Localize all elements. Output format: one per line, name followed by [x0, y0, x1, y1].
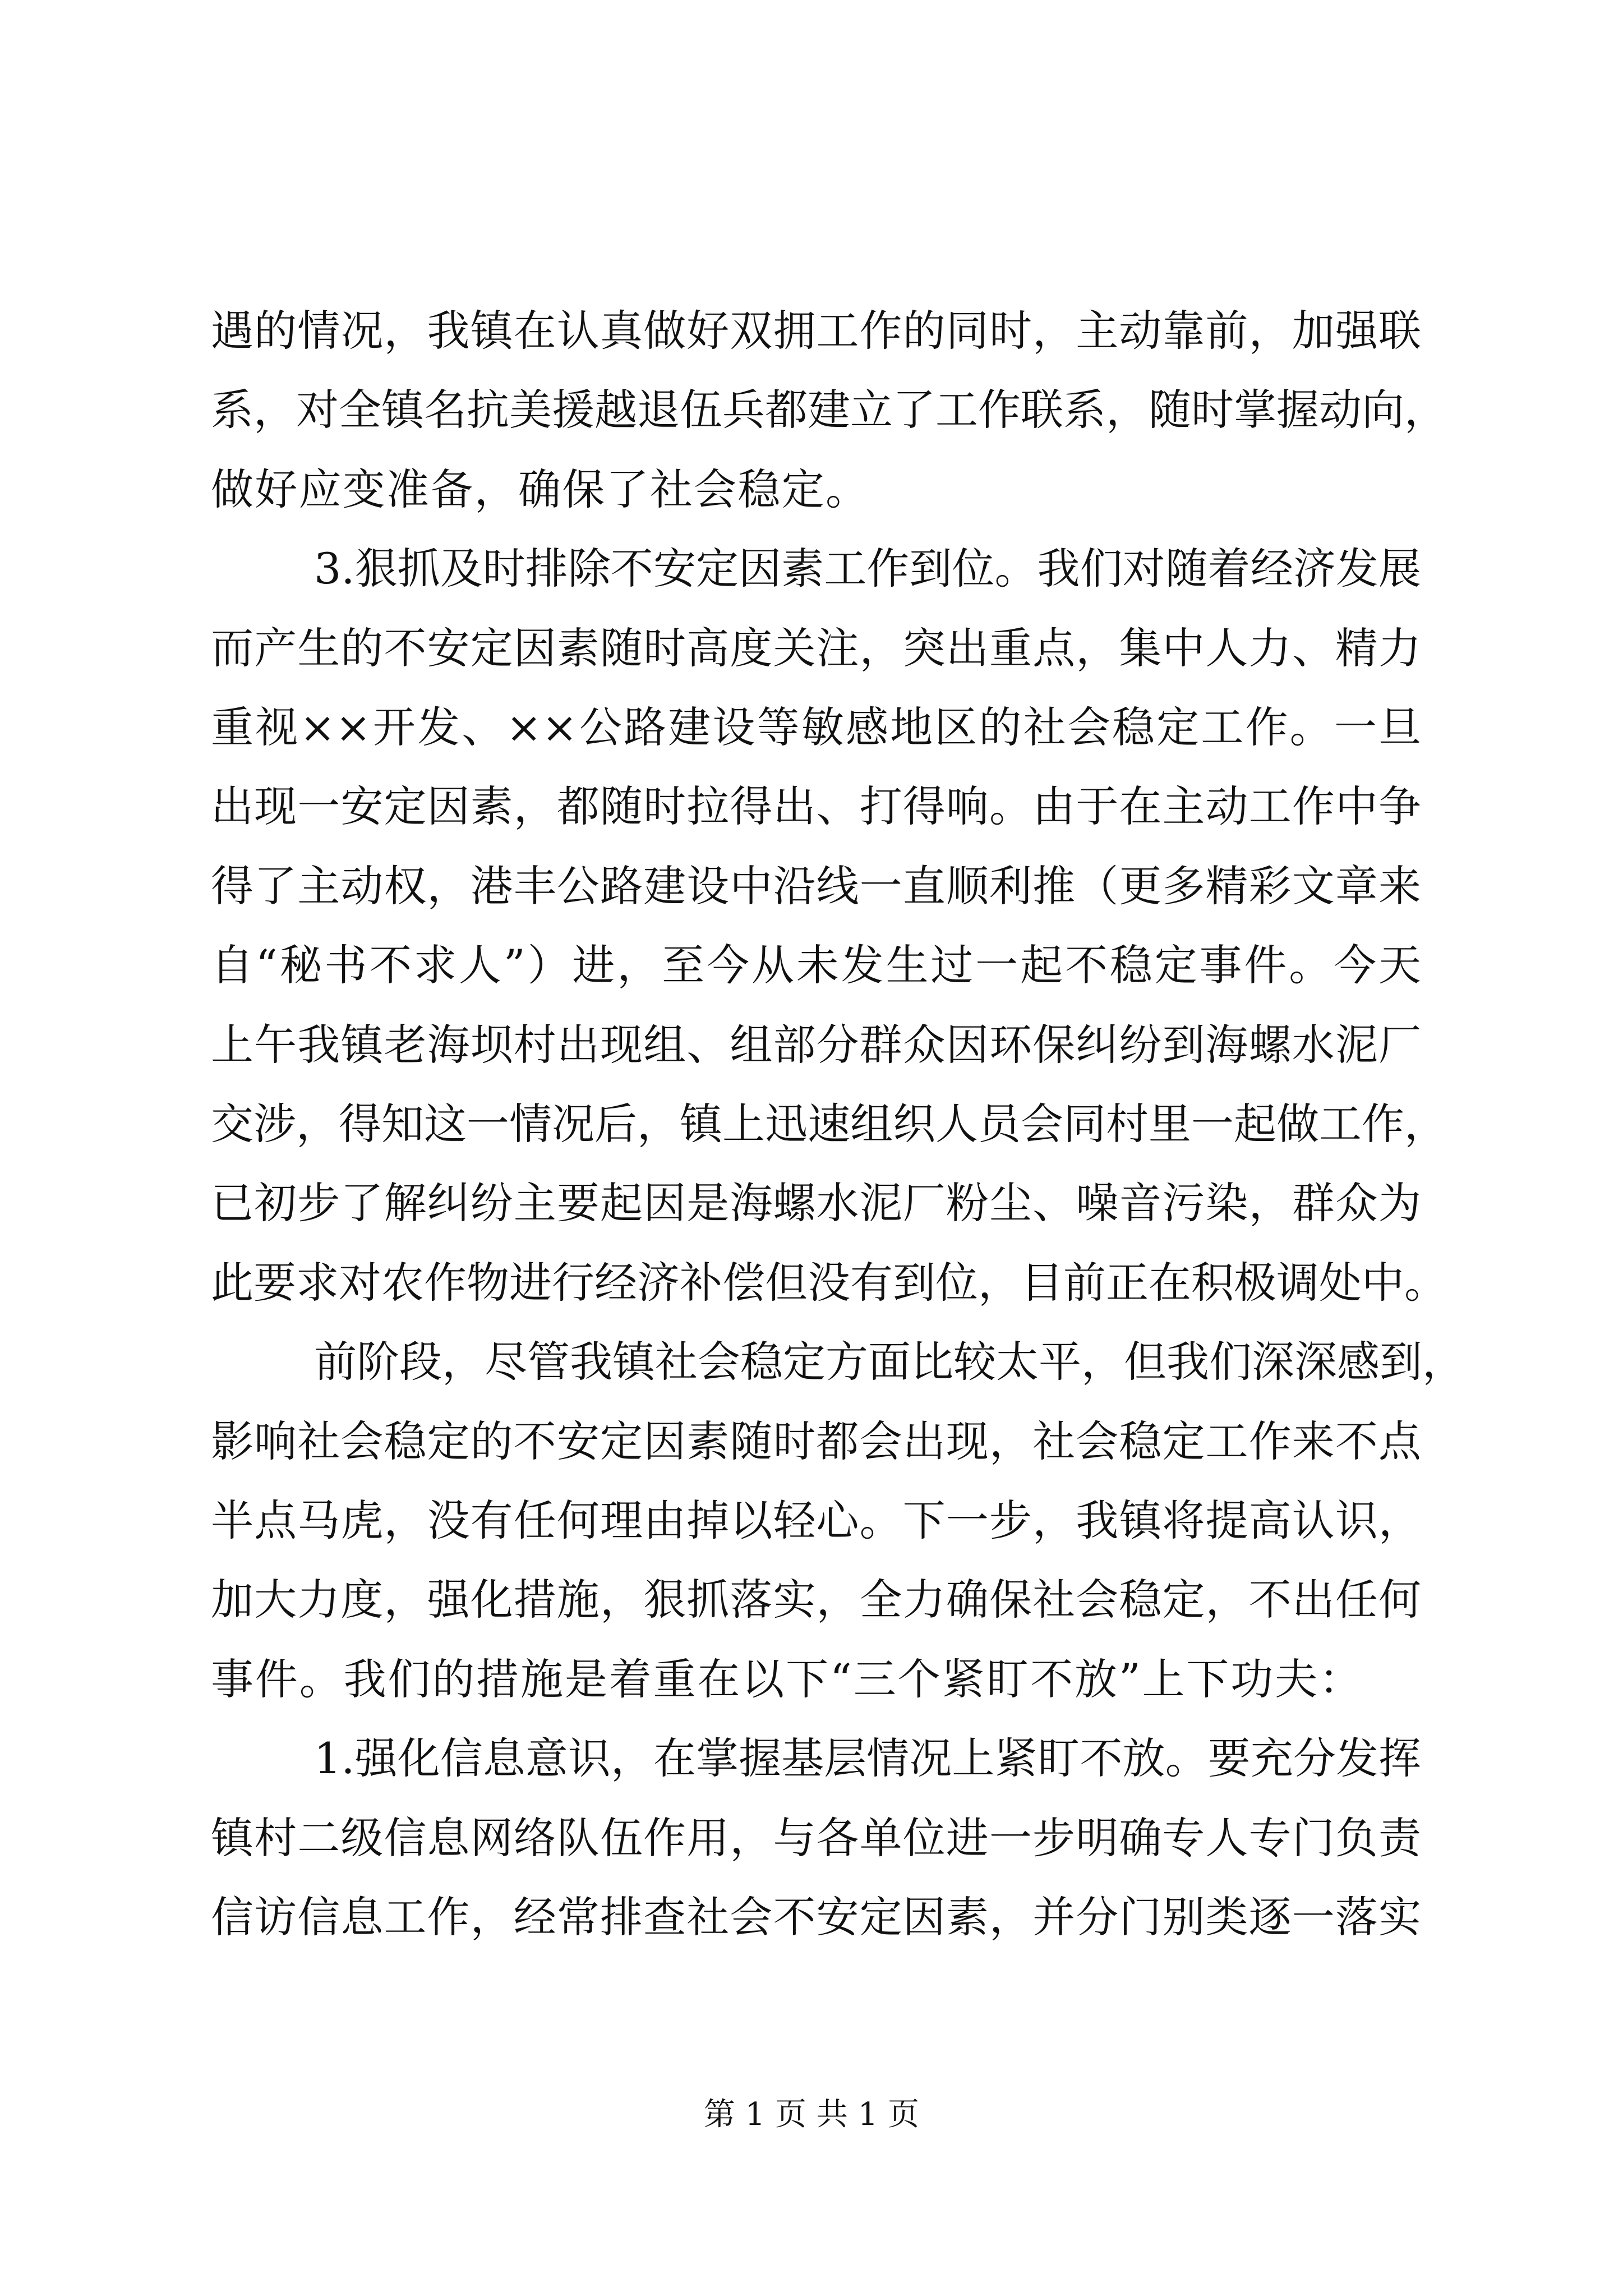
text-line [0, 1014, 1623, 1076]
text-line-content: 系，对全镇名抗美援越退伍兵都建立了工作联系，随时掌握动向， [211, 385, 1447, 435]
text-line-content: 加大力度，强化措施，狠抓落实，全力确保社会稳定，不出任何 [211, 1575, 1421, 1625]
text-line-content: 影响社会稳定的不安定因素随时都会出现，社会稳定工作来不点 [211, 1416, 1421, 1466]
text-line-content: 3.狠抓及时排除不安定因素工作到位。我们对随着经济发展 [314, 544, 1421, 593]
text-line-content: 半点马虎，没有任何理由掉以轻心。下一步，我镇将提高认识， [211, 1496, 1421, 1545]
page-number-footer: 第 1 页 共 1 页 [703, 2096, 920, 2133]
text-line-content: 重视××开发、××公路建设等敏感地区的社会稳定工作。一旦 [211, 702, 1421, 752]
text-line [0, 1728, 1623, 1789]
text-line-content: 得了主动权，港丰公路建设中沿线一直顺利推（更多精彩文章来 [211, 861, 1421, 911]
text-line-content: 信访信息工作，经常排查社会不安定因素，并分门别类逐一落实 [211, 1892, 1421, 1942]
text-line-content: 做好应变准备，确保了社会稳定。 [211, 464, 868, 514]
text-line [0, 697, 1623, 758]
text-line [0, 379, 1623, 441]
text-line [0, 776, 1623, 838]
text-line [0, 1331, 1623, 1393]
text-line-content: 1.强化信息意识，在掌握基层情况上紧盯不放。要充分发挥 [314, 1733, 1421, 1783]
text-line-content: 自“秘书不求人”）进，至今从未发生过一起不稳定事件。今天 [211, 940, 1421, 990]
text-line [0, 1887, 1623, 1948]
text-line [0, 459, 1623, 521]
text-line-content: 而产生的不安定因素随时高度关注，突出重点，集中人力、精力 [211, 623, 1421, 673]
text-line-content: 出现一安定因素，都随时拉得出、打得响。由于在主动工作中争 [211, 781, 1421, 831]
text-line [0, 935, 1623, 996]
text-line-content: 事件。我们的措施是着重在以下“三个紧盯不放”上下功夫： [211, 1654, 1362, 1704]
text-line [0, 855, 1623, 917]
text-line [0, 538, 1623, 600]
text-line-content: 交涉，得知这一情况后，镇上迅速组织人员会同村里一起做工作， [211, 1099, 1447, 1149]
text-line [0, 618, 1623, 679]
text-line [0, 1490, 1623, 1552]
text-line-content: 镇村二级信息网络队伍作用，与各单位进一步明确专人专门负责 [211, 1813, 1421, 1863]
text-line-content: 此要求对农作物进行经济补偿但没有到位，目前正在积极调处中。 [211, 1258, 1447, 1308]
text-line-content: 上午我镇老海坝村出现组、组部分群众因环保纠纷到海螺水泥厂 [211, 1020, 1421, 1070]
text-line-content: 已初步了解纠纷主要起因是海螺水泥厂粉尘、噪音污染，群众为 [211, 1178, 1421, 1228]
text-line [0, 1569, 1623, 1631]
text-line [0, 1252, 1623, 1314]
text-line [0, 300, 1623, 362]
text-line [0, 1093, 1623, 1155]
text-line-content: 前阶段，尽管我镇社会稳定方面比较太平，但我们深深感到， [314, 1337, 1465, 1387]
text-line-content: 遇的情况，我镇在认真做好双拥工作的同时，主动靠前，加强联 [211, 306, 1421, 356]
text-line [0, 1807, 1623, 1869]
text-line [0, 1172, 1623, 1234]
text-line [0, 1411, 1623, 1473]
text-line [0, 1649, 1623, 1710]
